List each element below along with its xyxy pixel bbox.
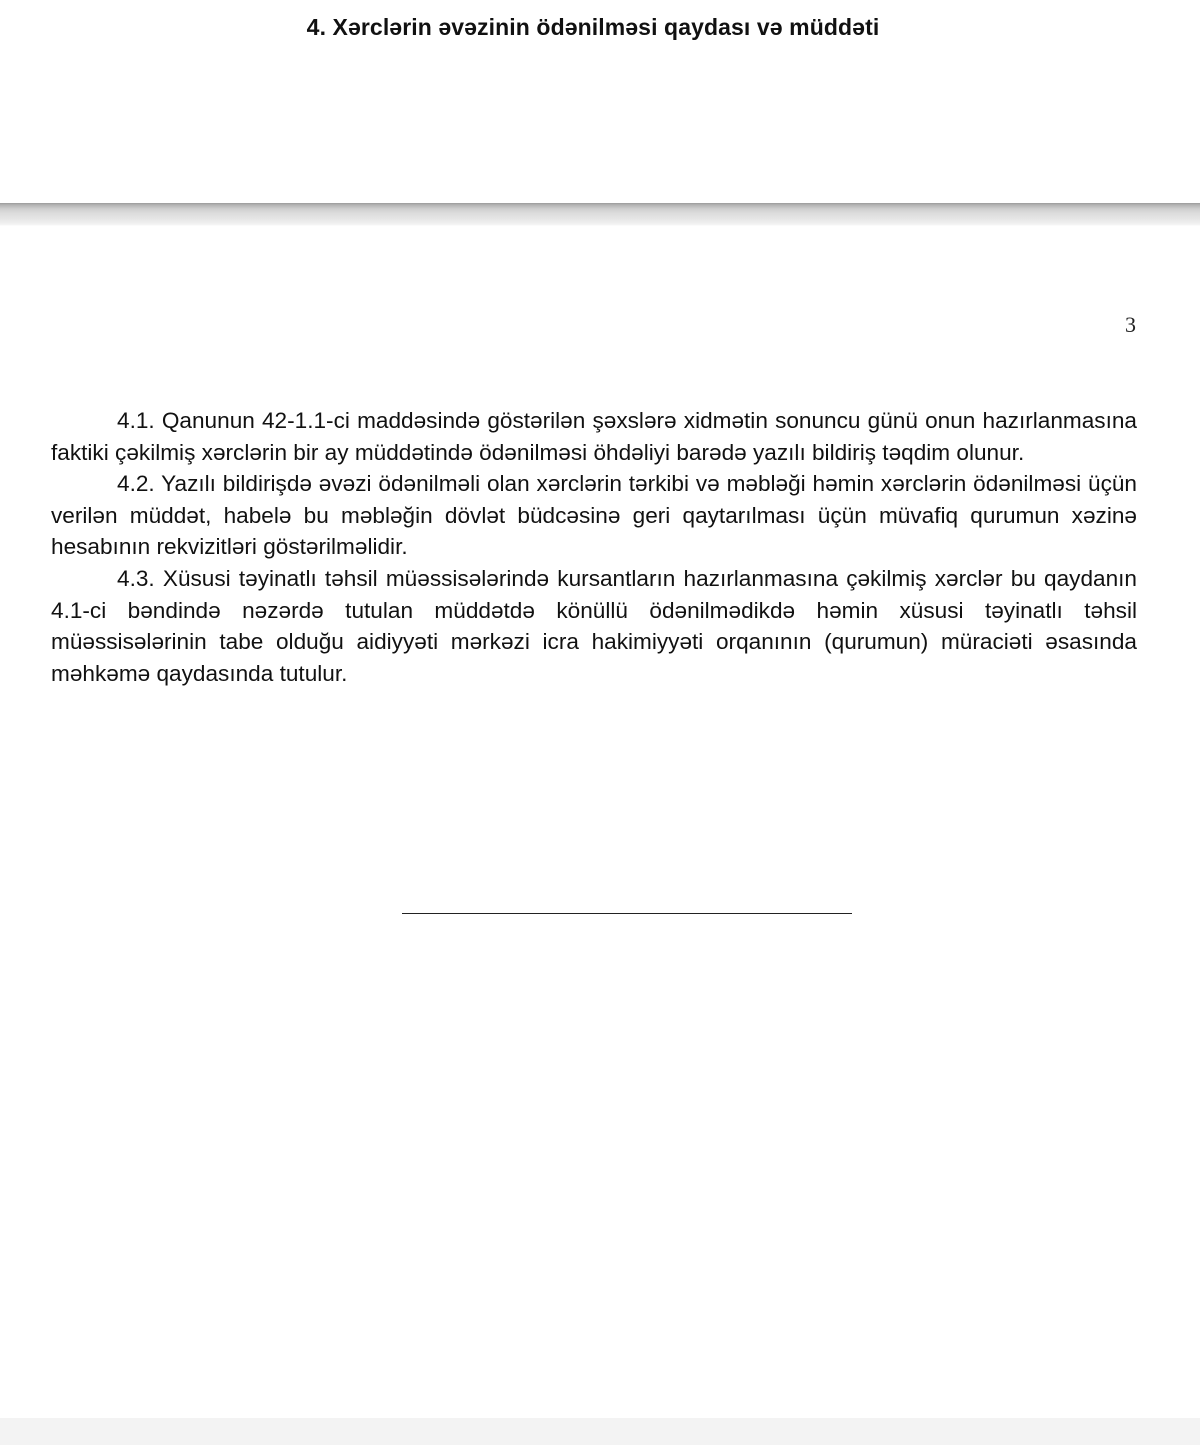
- current-page: [0, 226, 1200, 1418]
- body-text: [51, 405, 1137, 689]
- paragraph-4-3: 4.3. Xüsusi təyinatlı təhsil müəssisələrində kursantların hazırlanmasına çəkilmiş xərclər bu qaydanın 4.1-ci bəndində nəzərdə tutulan müddətdə könüllü ödənilmədikdə həmin xüsusi təyinatlı təhsil müəssisələrinin tabe olduğu aidiyyəti mərkəzi icra hakimiyyəti orqanının (qurumun) müraciəti əsasında məhkəmə qaydasında tutulur.: [51, 565, 1137, 686]
- paragraph-4-2: 4.2. Yazılı bildirişdə əvəzi ödənilməli olan xərclərin tərkibi və məbləği həmin xərclərin ödənilməsi üçün verilən müddət, habelə bu məbləğin dövlət büdcəsinə geri qaytarılması üçün müvafiq qurumun xəzinə hesabının rekvizitləri göstərilməlidir.: [51, 471, 1137, 560]
- previous-page: [0, 0, 1200, 203]
- viewer-bottom-edge: [0, 1418, 1200, 1445]
- section-heading: 4. Xərclərin əvəzinin ödənilməsi qaydası və müddəti: [306, 14, 880, 40]
- page-number: 3: [1125, 312, 1136, 337]
- end-of-document-rule: [402, 913, 852, 914]
- page-separator: [0, 203, 1200, 226]
- paragraph-4-1: 4.1. Qanunun 42-1.1-ci maddəsində göstərilən şəxslərə xidmətin sonuncu günü onun hazırlanmasına faktiki çəkilmiş xərclərin bir ay müddətində ödənilməsi öhdəliyi barədə yazılı bildiriş təqdim olunur.: [51, 408, 1137, 465]
